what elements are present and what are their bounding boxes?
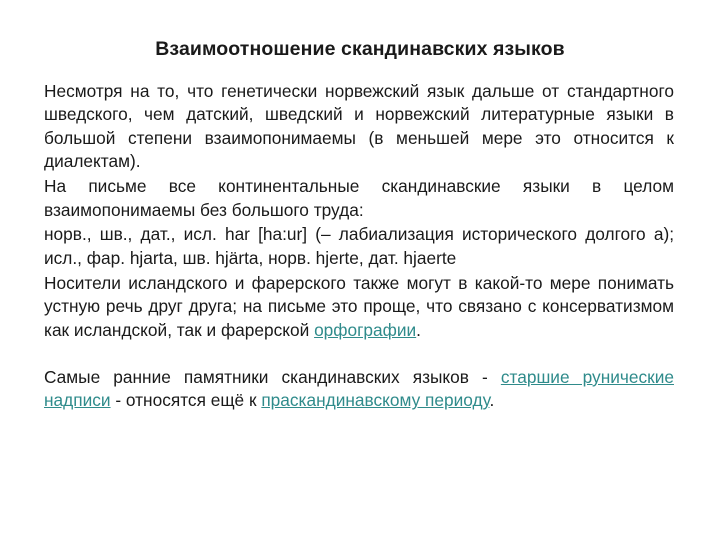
slide-body: [44, 80, 674, 414]
link-orthography[interactable]: орфографии: [314, 319, 417, 340]
paragraph-end: .: [489, 390, 495, 411]
link-elder-runic-inscriptions[interactable]: старшие рунические надписи: [44, 366, 674, 411]
paragraph-icelandic-faroese: [44, 272, 674, 342]
paragraph-end: .: [416, 319, 421, 340]
paragraph-text: - относятся ещё к: [110, 390, 262, 411]
paragraph-writing: На письме все континентальные скандинавские языки в целом взаимопонимаемы без большого труда:: [44, 176, 674, 220]
paragraph-intelligibility: Несмотря на то, что генетически норвежский язык дальше от стандартного шведского, чем датский, шведский и норвежский литературные языки в большой степени взаимопонимаемы (в меньшей мере это относится к диалектам).: [44, 81, 674, 172]
paragraph-text: Носители исландского и фарерского также могут в какой-то мере понимать устную речь друг друга; на письме это проще, что связано с консерватизмом как исландской, так и фарерской: [44, 272, 674, 340]
slide-title: Взаимоотношение скандинавских языков: [155, 38, 565, 60]
paragraph-text: Самые ранние памятники скандинавских языков -: [44, 366, 501, 387]
link-proto-norse-period[interactable]: праскандинавскому периоду: [261, 390, 490, 411]
paragraph-examples: норв., шв., дат., исл. har [ha:ur] (– лабиализация исторического долгого a); исл., фар. hjarta, шв. hjärta, норв. hjerte, дат. hjaerte: [44, 224, 674, 268]
paragraph-runic: [44, 366, 674, 413]
